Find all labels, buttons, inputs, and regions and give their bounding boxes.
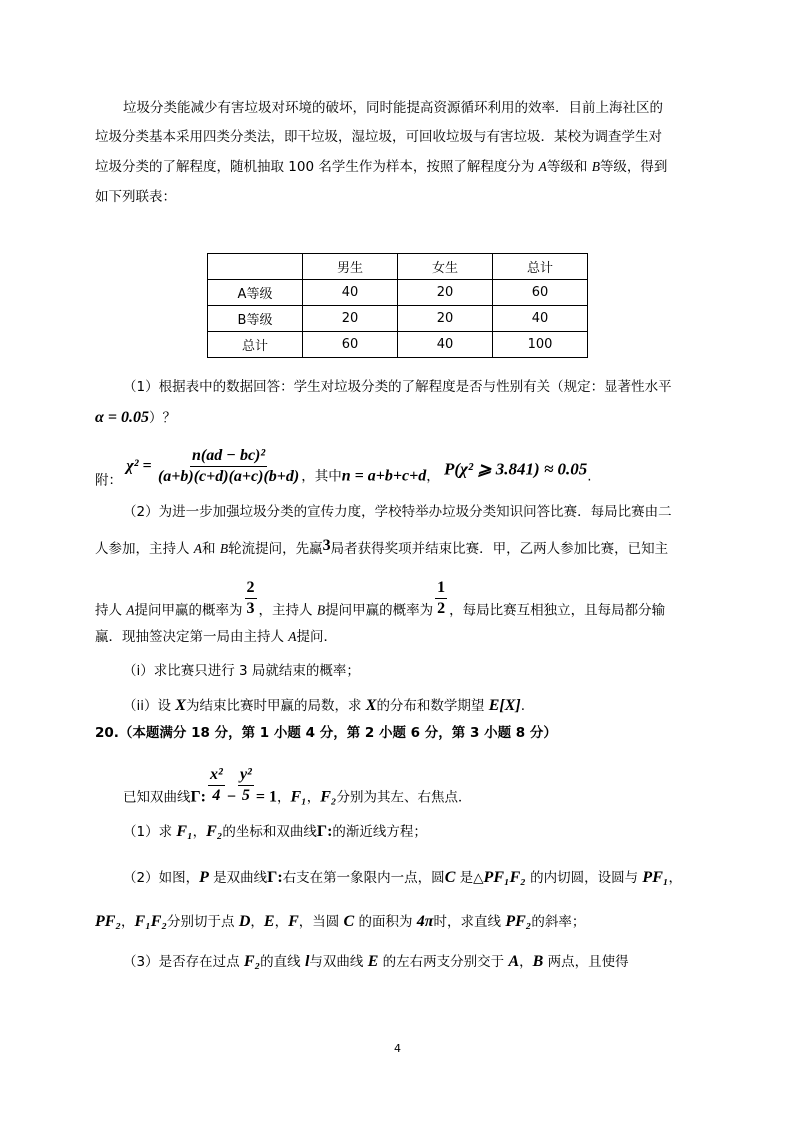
numerator: n(ad − bc)² <box>190 446 267 467</box>
table-cell: 100 <box>493 332 588 358</box>
var-l: l <box>304 953 310 970</box>
var-d: D <box>238 913 251 930</box>
intro-line-1: 垃圾分类能减少有害垃圾对环境的破坏，同时能提高资源循环利用的效率．目前上海社区的 <box>123 100 663 116</box>
var-b: B <box>591 159 600 174</box>
text: 的直线 <box>260 954 305 970</box>
table-cell: 40 <box>398 332 493 358</box>
var-f2: F₂ <box>320 788 337 806</box>
text: ，每局比赛互相独立，且每局都分输 <box>449 602 666 619</box>
table-cell: B等级 <box>208 306 303 332</box>
text: ）？ <box>148 410 176 426</box>
contingency-table <box>207 253 588 358</box>
denominator: 4 <box>212 787 221 804</box>
var-f1: F₁ <box>176 823 193 840</box>
text: ， <box>274 914 289 930</box>
text: 的渐近线方程； <box>332 824 427 840</box>
numerator: x² <box>208 765 225 786</box>
var-x: X <box>365 697 377 714</box>
number-three: 3 <box>322 537 331 554</box>
text: 是△ <box>455 870 484 886</box>
text: （3）是否存在过点 <box>123 954 244 970</box>
q2-line-2 <box>95 536 668 559</box>
critical-value: P(χ² ⩾ 3.841) ≈ 0.05 <box>444 459 588 479</box>
var-a: A <box>288 629 297 644</box>
text: ， <box>192 824 207 840</box>
text: 的斜率； <box>531 914 586 930</box>
expectation: E[X] <box>488 697 521 714</box>
q2-part-i: （i）求比赛只进行 3 局就结束的概率； <box>123 663 360 679</box>
q20-part-2 <box>123 868 682 888</box>
q1-line-1: （1）根据表中的数据回答：学生对垃圾分类的了解程度是否与性别有关（规定：显著性水平 <box>123 379 672 395</box>
text: 的坐标和双曲线 <box>222 824 317 840</box>
table-cell: 总计 <box>493 254 588 280</box>
table-row <box>208 306 588 332</box>
n-definition: n = a+b+c+d <box>341 467 427 485</box>
text: 等级，得到 <box>599 159 668 175</box>
var-b: B <box>316 602 326 618</box>
text: ， <box>306 789 321 806</box>
segment-pf1: PF₁ <box>642 869 669 886</box>
text: 的面积为 <box>354 914 417 930</box>
text: 分别为其左、右焦点． <box>336 789 472 806</box>
q2-line-4 <box>95 627 337 647</box>
text: 轮流提问，先赢 <box>228 541 323 557</box>
table-cell: 女生 <box>398 254 493 280</box>
text: ， <box>250 914 264 930</box>
table-row <box>208 280 588 306</box>
table-cell: A等级 <box>208 280 303 306</box>
q2-line-1: （2）为进一步加强垃圾分类的宣传力度，学校特举办垃圾分类知识问答比赛．每局比赛由二 <box>123 504 672 520</box>
text: （1）求 <box>123 824 177 840</box>
area-value: 4π <box>416 913 434 930</box>
fraction-two-thirds <box>245 578 257 619</box>
gamma: Γ: <box>190 788 207 806</box>
text: 与双曲线 <box>309 954 368 970</box>
text: ， <box>519 954 533 970</box>
text: ，主持人 <box>258 602 317 619</box>
var-f2: F₂ <box>243 953 261 970</box>
table-cell: 20 <box>303 306 398 332</box>
text: ， <box>668 870 682 886</box>
denominator: (a+b)(c+d)(a+c)(b+d) <box>157 468 300 485</box>
var-f2: F₂ <box>206 823 223 840</box>
gamma: Γ: <box>267 869 283 886</box>
denominator: 3 <box>246 600 255 617</box>
table-cell: 20 <box>398 306 493 332</box>
var-b: B <box>219 541 229 556</box>
page-number: 4 <box>394 1042 401 1055</box>
table-cell: 20 <box>398 280 493 306</box>
text: 的内切圆，设圆与 <box>525 870 643 886</box>
text: 赢．现抽签决定第一局由主持人 <box>95 629 289 645</box>
text: 为结束比赛时甲赢的局数，求 <box>185 698 366 714</box>
text: 持人 <box>95 602 127 619</box>
table-cell: 男生 <box>303 254 398 280</box>
fraction-y2-5 <box>238 765 254 806</box>
text: 人参加，主持人 <box>95 541 194 557</box>
q2-part-ii <box>123 696 525 716</box>
numerator: 1 <box>435 578 447 599</box>
segment-f1f2: F₁F₂ <box>134 913 168 930</box>
var-a-point: A <box>508 953 520 970</box>
table-cell: 60 <box>493 280 588 306</box>
text: 右支在第一象限内一点，圆 <box>282 870 445 886</box>
fraction-one-half <box>435 578 447 619</box>
text: 和 <box>202 541 220 557</box>
chi-square-formula <box>158 446 299 487</box>
var-c: C <box>343 913 355 930</box>
table-cell <box>208 254 303 280</box>
var-a: A <box>193 541 203 556</box>
intro-line-4: 如下列联表： <box>95 189 176 205</box>
var-a: A <box>126 602 135 618</box>
segment-pf2: PF₂ <box>505 913 532 930</box>
text: （2）如图， <box>123 870 200 886</box>
q2-line-3 <box>95 578 665 621</box>
var-f: F <box>288 913 299 930</box>
gamma: Γ: <box>316 823 333 840</box>
text: ，当圆 <box>298 914 344 930</box>
text: = 1 <box>255 788 277 806</box>
text: . <box>587 468 592 485</box>
table-cell: 40 <box>493 306 588 332</box>
numerator: 2 <box>245 578 257 599</box>
var-e-curve: E <box>367 953 379 970</box>
text: 的分布和数学期望 <box>376 698 489 714</box>
triangle-pf1f2: PF₁F₂ <box>483 869 526 886</box>
var-c: C <box>444 869 456 886</box>
q20-given <box>123 765 471 808</box>
q1-line-2 <box>95 408 176 428</box>
text: （ii）设 <box>123 698 176 714</box>
table-row <box>208 332 588 358</box>
q1-appendix <box>95 446 592 492</box>
var-x: X <box>175 697 186 714</box>
fraction-x2-4 <box>208 765 225 806</box>
text: . <box>520 698 526 714</box>
intro-line-3 <box>95 157 667 177</box>
text: 附： <box>95 472 122 489</box>
text: ，其中 <box>301 468 342 485</box>
q20-part-1 <box>123 822 427 842</box>
text: ， <box>426 468 440 485</box>
chi-square-symbol: χ² = <box>126 457 152 475</box>
text: 两点，且使得 <box>543 954 629 970</box>
text: 提问． <box>296 629 338 645</box>
text: ， <box>276 789 291 806</box>
var-f1: F₁ <box>290 788 307 806</box>
text: 等级和 <box>546 159 592 175</box>
table-cell: 40 <box>303 280 398 306</box>
var-p: P <box>199 869 209 886</box>
text: 垃圾分类的了解程度，随机抽取 100 名学生作为样本，按照了解程度分为 <box>95 159 539 175</box>
var-b-point: B <box>532 953 544 970</box>
intro-line-2: 垃圾分类基本采用四类分类法，即干垃圾，湿垃圾，可回收垃圾与有害垃圾．某校为调查学生对 <box>95 129 662 145</box>
problem-20-header: 20.（本题满分 18 分，第 1 小题 4 分，第 2 小题 6 分，第 3 小题 8 分） <box>95 725 557 741</box>
var-e: E <box>263 913 275 930</box>
text: 分别切于点 <box>167 914 239 930</box>
q20-part-3 <box>123 952 629 972</box>
segment-pf2: PF₂ <box>95 913 122 930</box>
var-a: A <box>538 159 547 174</box>
text: 提问甲赢的概率为 <box>134 602 243 619</box>
text: 的左右两支分别交于 <box>378 954 509 970</box>
numerator: y² <box>238 765 254 786</box>
denominator: 5 <box>241 787 250 804</box>
table-cell: 60 <box>303 332 398 358</box>
table-header-row <box>208 254 588 280</box>
denominator: 2 <box>437 600 446 617</box>
text: 提问甲赢的概率为 <box>325 602 434 619</box>
text: ， <box>121 914 135 930</box>
table-cell: 总计 <box>208 332 303 358</box>
text: 是双曲线 <box>208 870 268 886</box>
q20-part-2-cont <box>95 912 585 932</box>
text: 已知双曲线 <box>123 789 191 806</box>
text: − <box>226 788 236 806</box>
text: 时，求直线 <box>433 914 506 930</box>
alpha-value: α = 0.05 <box>95 409 149 426</box>
text: 局者获得奖项并结束比赛．甲，乙两人参加比赛，已知主 <box>330 541 669 557</box>
